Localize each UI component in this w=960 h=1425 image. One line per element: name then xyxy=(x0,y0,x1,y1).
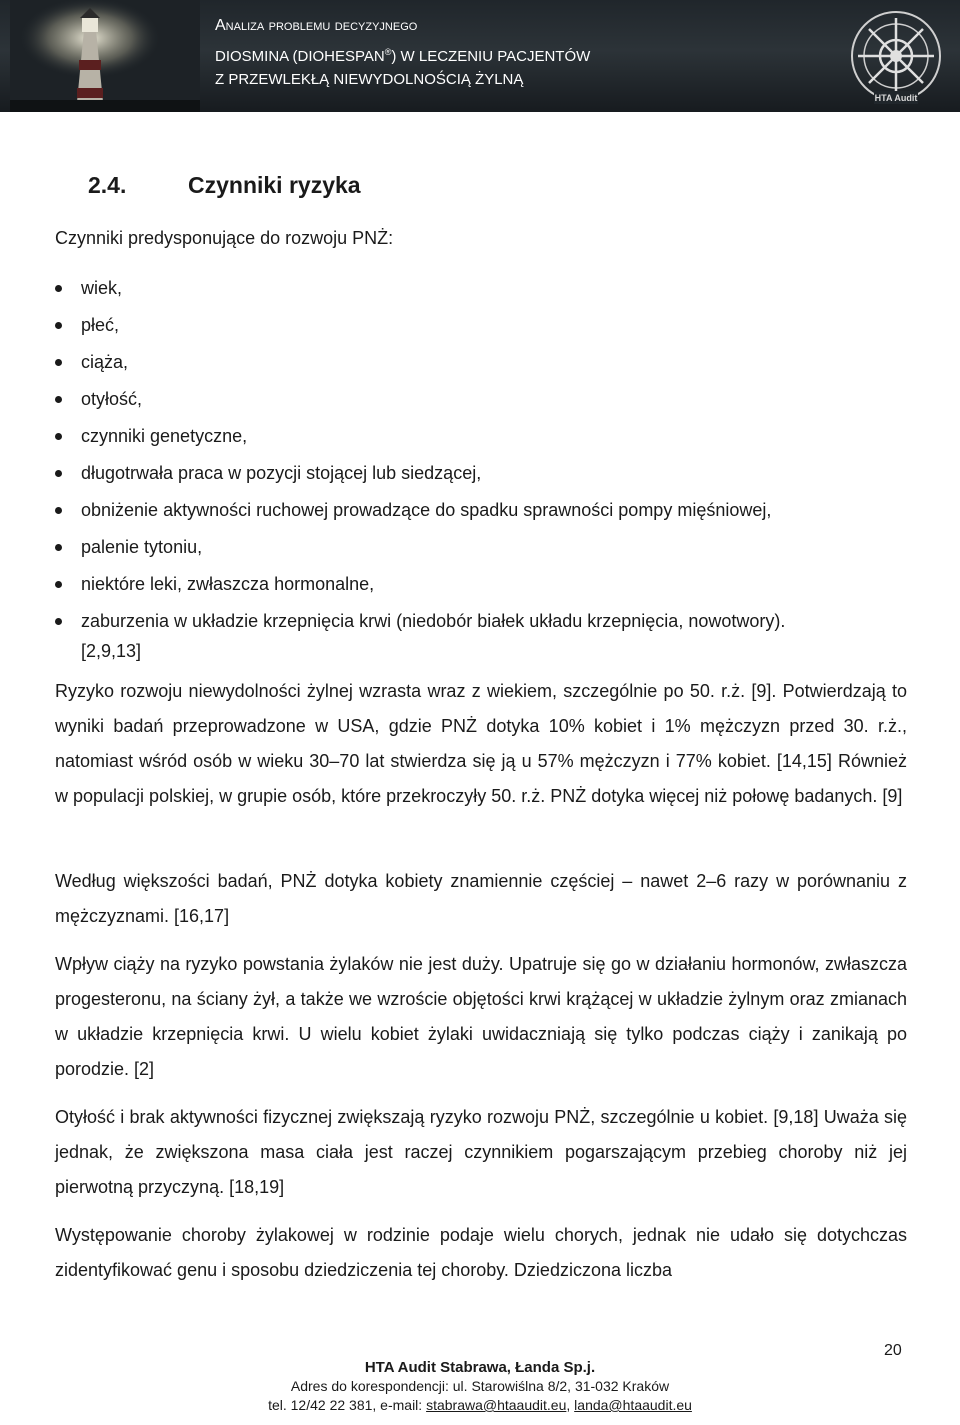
list-item-text: niektóre leki, zwłaszcza hormonalne, xyxy=(81,574,375,594)
page-header xyxy=(0,0,960,112)
list-item xyxy=(55,566,907,603)
list-item xyxy=(55,492,907,529)
list-item-reference: [2,9,13] xyxy=(81,641,142,661)
header-line-2-text: DIOSMINA (DIOHESPAN xyxy=(215,48,385,65)
header-line-2 xyxy=(215,39,590,66)
header-line-1: Analiza problemu decyzyjnego xyxy=(215,17,418,34)
header-title-block xyxy=(215,12,590,93)
page-number: 20 xyxy=(884,1342,902,1359)
list-item-text: obniżenie aktywności ruchowej prowadzące do spadku sprawności pompy mięśniowej, xyxy=(81,500,772,520)
list-item-text: zaburzenia w układzie krzepnięcia krwi (niedobór białek układu krzepnięcia, nowotwory). xyxy=(81,611,786,631)
list-item-text: palenie tytoniu, xyxy=(81,537,203,557)
paragraph-genetic-risk: Występowanie choroby żylakowej w rodzinie podaje wielu chorych, jednak nie udało się dotychczas zidentyfikować genu i sposobu dziedziczenia tej choroby. Dziedziczona liczba xyxy=(55,1225,907,1280)
email-link-landa[interactable]: landa@htaaudit.eu xyxy=(574,1397,692,1413)
list-item xyxy=(55,418,907,455)
list-item-text: otyłość, xyxy=(81,389,143,409)
hta-audit-logo xyxy=(842,8,950,108)
page-footer xyxy=(0,1358,960,1415)
list-item xyxy=(55,344,907,381)
list-item xyxy=(55,455,907,492)
footer-phone: tel. 12/42 22 381, e-mail: xyxy=(268,1397,427,1413)
list-item xyxy=(55,603,907,664)
list-item-text: ciąża, xyxy=(81,352,129,372)
paragraph-pregnancy-risk: Wpływ ciąży na ryzyko powstania żylaków nie jest duży. Upatruje się go w działaniu hormonów, zwłaszcza progesteronu, na ściany żył, a także we wzroście objętości krwi krążącej w układzie żylnym oraz zmianach w układzie krzepnięcia krwi. U wielu kobiet żylaki uwidaczniają się tylko podczas ciąży i zanikają po porodzie. [2] xyxy=(55,954,907,1079)
section-heading xyxy=(88,172,361,199)
risk-factor-list xyxy=(55,270,907,664)
section-title: Czynniki ryzyka xyxy=(188,172,361,198)
paragraph-age-risk: Ryzyko rozwoju niewydolności żylnej wzrasta wraz z wiekiem, szczególnie po 50. r.ż. [9]. Potwierdzają to wyniki badań przeprowadzone w USA, gdzie PNŻ dotyka 10% kobiet i 1% mężczyzn przed 30. r.ż., natomiast wśród osób w wieku 30–70 lat stwierdza się ją u 57% mężczyzn i 77% kobiet. [14,15] Również w populacji polskiej, w grupie osób, które przekroczyły 50. r.ż. PNŻ dotyka więcej niż połowę badanych. [9] xyxy=(55,681,907,806)
footer-contact xyxy=(0,1396,960,1415)
list-item xyxy=(55,307,907,344)
header-line-3: Z PRZEWLEKŁĄ NIEWYDOLNOŚCIĄ ŻYLNĄ xyxy=(215,71,524,88)
section-number: 2.4. xyxy=(88,172,127,198)
paragraph-gender-risk: Według większości badań, PNŻ dotyka kobiety znamiennie częściej – nawet 2–6 razy w porównaniu z mężczyznami. [16,17] xyxy=(55,871,907,926)
list-item xyxy=(55,270,907,307)
list-item xyxy=(55,529,907,566)
paragraph-obesity-risk: Otyłość i brak aktywności fizycznej zwiększają ryzyko rozwoju PNŻ, szczególnie u kobiet. [9,18] Uważa się jednak, że zwiększona masa ciała jest raczej czynnikiem pogarszającym przebieg choroby niż jej pierwotną przyczyną. [18,19] xyxy=(55,1107,907,1197)
list-item xyxy=(55,381,907,418)
footer-address: Adres do korespondencji: ul. Starowiślna 8/2, 31-032 Kraków xyxy=(290,1378,670,1394)
list-item-text: czynniki genetyczne, xyxy=(81,426,248,446)
email-link-stabrawa[interactable]: stabrawa@htaaudit.eu xyxy=(426,1397,567,1413)
list-item-text: płeć, xyxy=(81,315,120,335)
list-item-text: długotrwała praca w pozycji stojącej lub siedzącej, xyxy=(81,463,482,483)
footer-company: HTA Audit Stabrawa, Łanda Sp.j. xyxy=(364,1359,596,1376)
footer-separator: , xyxy=(566,1397,575,1413)
lighthouse-icon xyxy=(10,0,200,112)
list-item-text: wiek, xyxy=(81,278,123,298)
logo-text: HTA Audit xyxy=(874,93,918,103)
header-line-2-text-end: ) W LECZENIU PACJENTÓW xyxy=(391,48,591,65)
intro-text: Czynniki predysponujące do rozwoju PNŻ: xyxy=(55,228,394,248)
registered-mark: ® xyxy=(384,47,392,57)
